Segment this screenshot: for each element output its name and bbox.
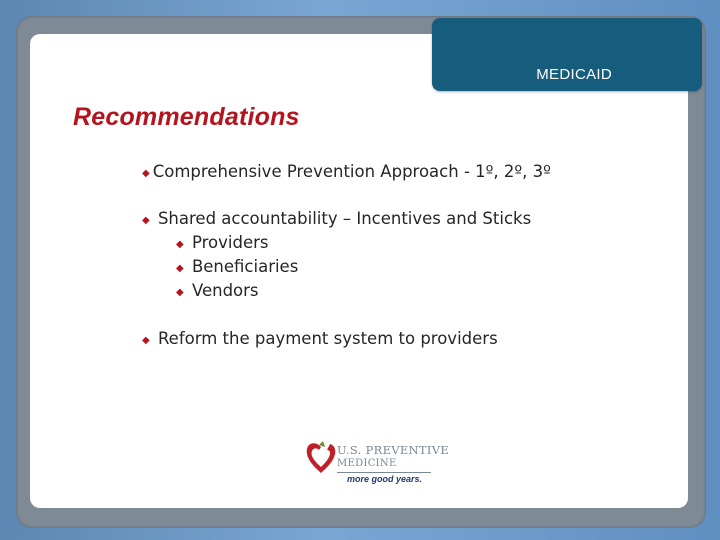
slide-title: Recommendations bbox=[73, 103, 300, 131]
bullet-item: ◆ Shared accountability – Incentives and Sticks bbox=[142, 209, 532, 228]
bullet-item: ◆ Reform the payment system to providers bbox=[142, 329, 498, 348]
sub-bullet-item: ◆ Beneficiaries bbox=[176, 257, 299, 276]
company-logo bbox=[303, 438, 450, 488]
logo-line2: MEDICINE bbox=[337, 458, 397, 469]
diamond-bullet-icon: ◆ bbox=[176, 263, 184, 274]
sub-bullet-item: ◆ Vendors bbox=[176, 281, 259, 300]
heart-logo-icon bbox=[305, 441, 337, 475]
diamond-bullet-icon: ◆ bbox=[142, 335, 150, 346]
sub-bullet-item: ◆ Providers bbox=[176, 233, 269, 252]
logo-tagline: more good years. bbox=[347, 474, 423, 484]
logo-line1: U.S. PREVENTIVE bbox=[337, 443, 450, 457]
diamond-bullet-icon: ◆ bbox=[142, 215, 150, 226]
section-tab-label: MEDICAID bbox=[536, 66, 612, 83]
section-tab bbox=[432, 18, 702, 91]
diamond-bullet-icon: ◆ bbox=[142, 168, 150, 179]
logo-divider bbox=[337, 472, 431, 473]
diamond-bullet-icon: ◆ bbox=[176, 287, 184, 298]
diamond-bullet-icon: ◆ bbox=[176, 239, 184, 250]
bullet-item: ◆ Comprehensive Prevention Approach - 1º, 2º, 3º bbox=[142, 162, 551, 181]
